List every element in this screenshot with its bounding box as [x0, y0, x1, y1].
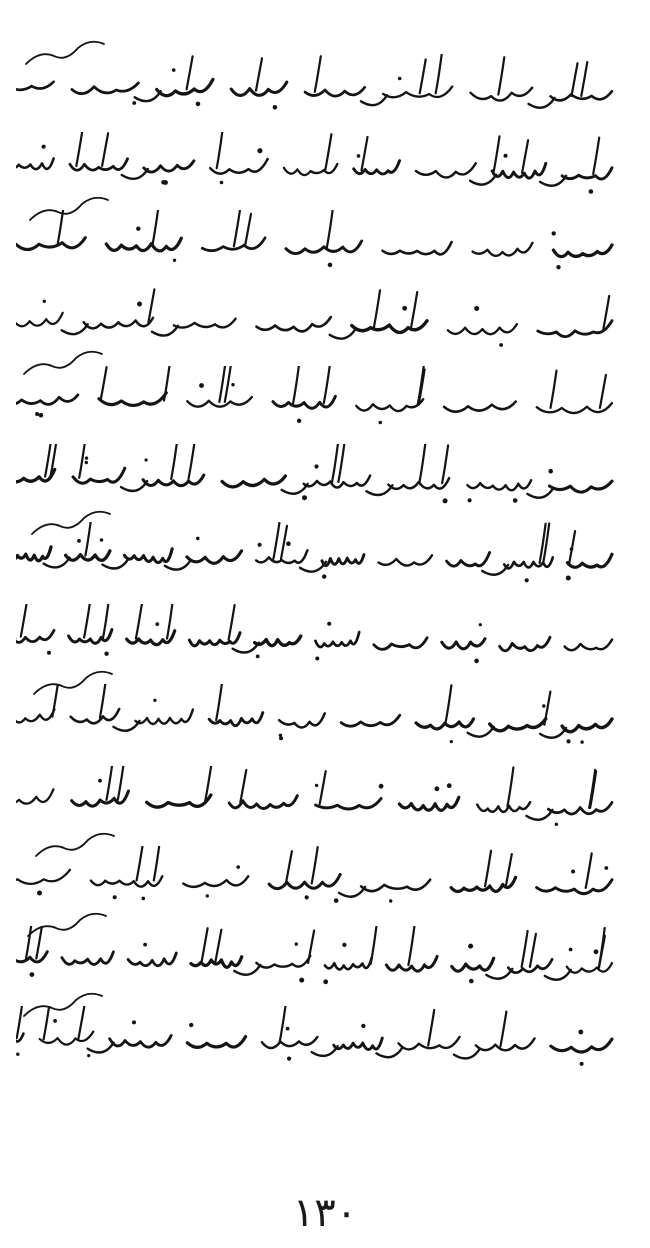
ink-stroke: [399, 797, 458, 810]
ink-stroke: [551, 1039, 612, 1052]
diacritic-dot: [323, 979, 328, 984]
ascender-stroke: [225, 366, 231, 402]
ink-stroke: [128, 953, 176, 966]
diacritic-dot: [104, 652, 108, 656]
diacritic-dot: [334, 898, 339, 903]
ink-stroke: [476, 1039, 535, 1051]
ascender-stroke: [428, 1010, 434, 1046]
ascender-stroke: [338, 444, 344, 482]
diacritic-dot: [297, 419, 301, 423]
ascender-stroke: [215, 930, 221, 962]
ink-stroke: [183, 876, 248, 887]
diacritic-dot: [504, 154, 508, 158]
ascender-stroke: [371, 926, 377, 964]
diacritic-dot: [279, 736, 283, 740]
ascender-stroke: [154, 846, 160, 880]
ascender-stroke: [103, 604, 109, 638]
diacritic-dot: [589, 189, 594, 194]
descender-stroke: [377, 1047, 403, 1057]
ascender-stroke: [506, 854, 512, 886]
ink-stroke: [567, 963, 612, 973]
ascender-stroke: [153, 210, 159, 245]
descender-stroke: [545, 970, 571, 980]
diacritic-dot: [258, 543, 262, 547]
ink-stroke: [442, 639, 485, 649]
ink-stroke: [468, 480, 532, 490]
ink-stroke: [500, 637, 550, 651]
descender-stroke: [468, 727, 494, 737]
diacritic-dot: [570, 547, 574, 551]
ink-stroke: [352, 321, 427, 333]
ascender-stroke: [522, 931, 528, 967]
ink-stroke: [341, 715, 400, 726]
ink-stroke: [16, 547, 51, 561]
diacritic-dot: [155, 622, 159, 626]
diacritic-dot: [474, 306, 479, 311]
manuscript-line: [16, 444, 616, 508]
diacritic-dot: [196, 537, 200, 541]
ink-stroke: [567, 554, 612, 567]
ascender-stroke: [411, 292, 417, 327]
ink-stroke: [477, 802, 530, 812]
ascender-stroke: [325, 134, 331, 169]
diacritic-dot: [566, 739, 570, 743]
ascender-stroke: [320, 771, 326, 804]
ink-stroke: [187, 1037, 245, 1048]
ascender-stroke: [118, 766, 124, 800]
ink-stroke: [99, 393, 166, 406]
manuscript-line: [16, 604, 616, 668]
diacritic-dot: [231, 383, 234, 386]
ink-stroke: [147, 795, 211, 807]
ink-stroke: [304, 476, 370, 488]
diacritic-dot: [302, 495, 307, 500]
diacritic-dot: [287, 1057, 291, 1061]
ink-stroke: [383, 87, 452, 98]
diacritic-dot: [556, 265, 560, 269]
diacritic-dot: [327, 622, 331, 626]
ascender-stroke: [586, 853, 592, 888]
descender-stroke: [529, 98, 555, 108]
ink-stroke: [16, 159, 54, 170]
diacritic-dot: [153, 699, 156, 702]
diacritic-dot: [552, 231, 556, 235]
diacritic-dot: [286, 541, 291, 546]
ink-stroke: [69, 630, 112, 644]
diacritic-dot: [220, 181, 224, 185]
ascender-stroke: [507, 768, 513, 807]
ink-stroke: [91, 876, 162, 886]
ascender-stroke: [581, 62, 587, 96]
ink-stroke: [144, 161, 194, 172]
descender-stroke: [152, 326, 178, 336]
diacritic-dot: [206, 894, 209, 897]
diacritic-dot: [525, 578, 529, 582]
diacritic-dot: [499, 343, 503, 347]
ascender-stroke: [530, 934, 536, 967]
descender-stroke: [527, 488, 553, 498]
descender-stroke: [62, 324, 88, 334]
ink-stroke: [62, 952, 114, 965]
ascender-stroke: [572, 63, 578, 96]
gloss-stroke: [34, 672, 112, 694]
diacritic-dot: [443, 498, 448, 503]
diacritic-dot: [402, 306, 407, 311]
ink-stroke: [473, 243, 533, 256]
ascender-stroke: [136, 604, 142, 639]
ink-stroke: [379, 555, 432, 565]
ascender-stroke: [442, 445, 448, 483]
interlinear-gloss: [24, 186, 114, 230]
diacritic-dot: [295, 942, 298, 945]
ink-stroke: [537, 880, 612, 894]
diacritic-dot: [580, 740, 583, 743]
ink-stroke: [386, 956, 437, 971]
ink-stroke: [273, 396, 336, 408]
gloss-stroke: [28, 914, 106, 936]
ascender-stroke: [240, 770, 246, 803]
ink-stroke: [255, 636, 301, 646]
diacritic-dot: [87, 1054, 90, 1057]
ascender-stroke: [445, 685, 451, 723]
ascender-stroke: [408, 926, 414, 965]
ink-stroke: [231, 82, 287, 95]
interlinear-gloss: [18, 982, 108, 1026]
interlinear-gloss: [18, 340, 108, 384]
diacritic-dot: [137, 302, 142, 307]
ascender-stroke: [107, 766, 113, 800]
ink-stroke: [16, 870, 70, 884]
ink-stroke: [16, 709, 54, 722]
diacritic-dot: [328, 263, 333, 268]
diacritic-dot: [566, 576, 571, 581]
diacritic-dot: [143, 943, 147, 947]
ink-stroke: [383, 242, 452, 254]
interlinear-gloss: [28, 660, 118, 704]
ink-stroke: [316, 799, 382, 810]
ink-stroke: [286, 241, 362, 254]
interlinear-gloss: [20, 30, 110, 74]
ascender-stroke: [308, 931, 314, 963]
ink-stroke: [125, 549, 173, 563]
descender-stroke: [122, 169, 148, 179]
ink-stroke: [452, 958, 494, 971]
ink-stroke: [16, 395, 78, 404]
diacritic-dot: [16, 1053, 19, 1056]
diacritic-dot: [578, 1030, 583, 1035]
ink-stroke: [70, 159, 128, 171]
ascender-stroke: [419, 444, 425, 483]
ascender-stroke: [187, 56, 193, 89]
ascender-stroke: [164, 366, 170, 401]
ink-stroke: [549, 481, 612, 492]
ascender-stroke: [76, 132, 82, 166]
diacritic-dot: [389, 899, 392, 902]
ink-stroke: [374, 638, 427, 650]
diacritic-dot: [256, 655, 260, 659]
ascender-stroke: [21, 604, 27, 637]
diacritic-dot: [468, 944, 473, 949]
ascender-stroke: [315, 56, 321, 92]
descender-stroke: [103, 559, 129, 569]
ink-stroke: [315, 632, 359, 647]
ink-stroke: [66, 551, 110, 560]
ascender-stroke: [216, 684, 222, 720]
diacritic-dot: [315, 657, 319, 661]
diacritic-dot: [257, 148, 262, 153]
diacritic-dot: [571, 870, 575, 874]
diacritic-dot: [314, 464, 318, 468]
diacritic-dot: [513, 498, 518, 503]
page-number: ١٣٠: [292, 1190, 358, 1236]
ascender-stroke: [500, 1012, 506, 1047]
diacritic-dot: [479, 623, 482, 626]
diacritic-dot: [555, 823, 558, 826]
diacritic-dot: [398, 77, 402, 81]
ascender-stroke: [293, 366, 299, 403]
diacritic-dot: [569, 948, 573, 952]
ascender-stroke: [102, 133, 108, 166]
diacritic-dot: [286, 1027, 290, 1031]
ink-stroke: [354, 161, 400, 174]
diacritic-dot: [435, 786, 440, 791]
descender-stroke: [44, 558, 70, 568]
ink-stroke: [16, 789, 53, 803]
ink-stroke: [16, 469, 55, 481]
ink-stroke: [16, 313, 63, 326]
ink-stroke: [84, 318, 153, 329]
ink-stroke: [322, 555, 364, 566]
ascender-stroke: [312, 847, 318, 883]
ascender-stroke: [599, 928, 605, 968]
diacritic-dot: [361, 1024, 365, 1028]
ascender-stroke: [229, 605, 235, 640]
ascender-stroke: [324, 366, 330, 403]
ascender-stroke: [522, 140, 528, 173]
ascender-stroke: [217, 132, 223, 168]
ascender-stroke: [498, 57, 504, 94]
descender-stroke: [486, 969, 512, 979]
ink-stroke: [72, 83, 138, 94]
ascender-stroke: [245, 214, 251, 246]
ink-stroke: [562, 719, 612, 732]
ascender-stroke: [420, 59, 426, 93]
diacritic-dot: [189, 1023, 193, 1027]
ink-stroke: [16, 238, 85, 250]
diacritic-dot: [580, 1062, 584, 1066]
ascender-stroke: [436, 54, 442, 93]
diacritic-dot: [173, 259, 176, 262]
ascender-stroke: [234, 211, 240, 247]
diacritic-dot: [132, 101, 136, 105]
ascender-stroke: [189, 444, 195, 479]
descender-stroke: [470, 175, 496, 185]
ink-stroke: [110, 1036, 172, 1048]
diacritic-dot: [172, 68, 176, 72]
diacritic-dot: [113, 895, 117, 899]
ink-stroke: [538, 321, 612, 337]
diacritic-dot: [594, 949, 599, 954]
diacritic-dot: [604, 866, 608, 870]
ascender-stroke: [327, 210, 333, 248]
descender-stroke: [121, 481, 147, 491]
ink-stroke: [447, 553, 490, 567]
ascender-stroke: [494, 136, 500, 172]
ascender-stroke: [202, 928, 208, 962]
ink-stroke: [16, 82, 54, 90]
gloss-stroke: [30, 198, 108, 220]
descender-stroke: [361, 95, 387, 105]
descender-stroke: [454, 1049, 480, 1059]
ink-stroke: [356, 399, 423, 411]
ink-stroke: [143, 475, 204, 486]
ink-stroke: [548, 802, 612, 814]
ink-stroke: [269, 875, 340, 889]
ascender-stroke: [332, 444, 338, 482]
ascender-stroke: [362, 137, 368, 170]
descender-stroke: [330, 329, 356, 339]
diacritic-dot: [357, 154, 361, 158]
ink-stroke: [565, 640, 612, 651]
gloss-stroke: [36, 834, 114, 856]
ink-stroke: [136, 710, 193, 725]
ink-stroke: [562, 168, 612, 179]
diacritic-dot: [163, 180, 168, 185]
ascender-stroke: [45, 444, 51, 477]
diacritic-dot: [542, 704, 545, 707]
diacritic-dot: [39, 413, 44, 418]
ink-stroke: [222, 476, 285, 487]
diacritic-dot: [42, 145, 46, 149]
ink-stroke: [334, 1038, 383, 1049]
interlinear-gloss: [30, 822, 120, 866]
ink-stroke: [256, 956, 310, 968]
diacritic-dot: [47, 651, 51, 655]
ink-stroke: [174, 319, 236, 328]
diacritic-dot: [548, 469, 553, 474]
diacritic-dot: [315, 784, 318, 787]
ascender-stroke: [280, 1006, 286, 1043]
manuscript-line: [16, 766, 616, 830]
ascender-stroke: [219, 366, 225, 402]
diacritic-dot: [136, 227, 140, 231]
ink-stroke: [504, 557, 553, 568]
ink-stroke: [71, 709, 120, 723]
descender-stroke: [540, 728, 566, 738]
ink-stroke: [490, 719, 546, 731]
diacritic-dot: [299, 978, 304, 983]
descender-stroke: [88, 1043, 114, 1053]
ink-stroke: [448, 324, 517, 334]
diacritic-dot: [447, 783, 452, 788]
ink-stroke: [492, 163, 546, 178]
descender-stroke: [339, 887, 365, 897]
diacritic-dot: [474, 659, 479, 664]
ink-stroke: [157, 80, 213, 96]
descender-stroke: [135, 91, 161, 101]
ink-stroke: [279, 713, 325, 727]
ascender-stroke: [281, 526, 287, 559]
ink-stroke: [444, 402, 516, 412]
diacritic-dot: [43, 300, 46, 303]
diacritic-dot: [98, 779, 102, 783]
ink-stroke: [553, 245, 612, 257]
gloss-stroke: [26, 42, 104, 64]
ink-stroke: [284, 164, 338, 175]
interlinear-gloss: [26, 500, 116, 544]
diacritic-dot: [273, 105, 278, 110]
diacritic-dot: [342, 943, 346, 947]
gloss-stroke: [32, 512, 110, 534]
diacritic-dot: [379, 784, 384, 789]
diacritic-dot: [85, 461, 88, 464]
ink-stroke: [416, 163, 476, 177]
ink-stroke: [189, 633, 240, 646]
ascender-stroke: [79, 444, 85, 478]
descender-stroke: [526, 810, 552, 820]
ascender-stroke: [374, 290, 380, 326]
descender-stroke: [366, 485, 392, 495]
diacritic-dot: [35, 412, 39, 416]
diacritic-dot: [145, 458, 148, 461]
diacritic-dot: [37, 891, 42, 896]
diacritic-dot: [450, 740, 453, 743]
diacritic-dot: [30, 972, 35, 977]
ink-stroke: [257, 317, 331, 331]
ink-stroke: [106, 238, 181, 251]
ascender-stroke: [171, 444, 177, 479]
diacritic-dot: [85, 456, 88, 459]
ascender-stroke: [286, 851, 292, 883]
gloss-stroke: [24, 352, 102, 374]
ascender-stroke: [137, 846, 143, 880]
ascender-stroke: [544, 692, 550, 725]
ink-stroke: [325, 958, 372, 970]
diacritic-dot: [196, 102, 201, 107]
ink-stroke: [16, 952, 47, 963]
ascender-stroke: [600, 375, 606, 408]
ink-stroke: [40, 1032, 94, 1045]
ascender-stroke: [256, 58, 262, 90]
diacritic-dot: [379, 421, 383, 425]
diacritic-dot: [236, 865, 240, 869]
diacritic-dot: [132, 1020, 136, 1024]
diacritic-dot: [199, 383, 204, 388]
ink-stroke: [471, 88, 532, 101]
diacritic-dot: [469, 979, 474, 984]
ink-stroke: [361, 880, 430, 892]
descender-stroke: [234, 965, 260, 975]
ascender-stroke: [485, 851, 491, 887]
ink-stroke: [187, 551, 242, 563]
diacritic-dot: [305, 895, 309, 899]
ink-stroke: [262, 1037, 318, 1048]
ascender-stroke: [551, 371, 557, 408]
ascender-stroke: [273, 523, 279, 559]
gloss-stroke: [24, 994, 102, 1016]
ascender-stroke: [593, 138, 599, 174]
interlinear-gloss: [22, 902, 112, 946]
diacritic-dot: [322, 574, 326, 578]
ascender-stroke: [84, 604, 90, 638]
diacritic-dot: [142, 897, 146, 901]
diacritic-dot: [468, 498, 472, 502]
